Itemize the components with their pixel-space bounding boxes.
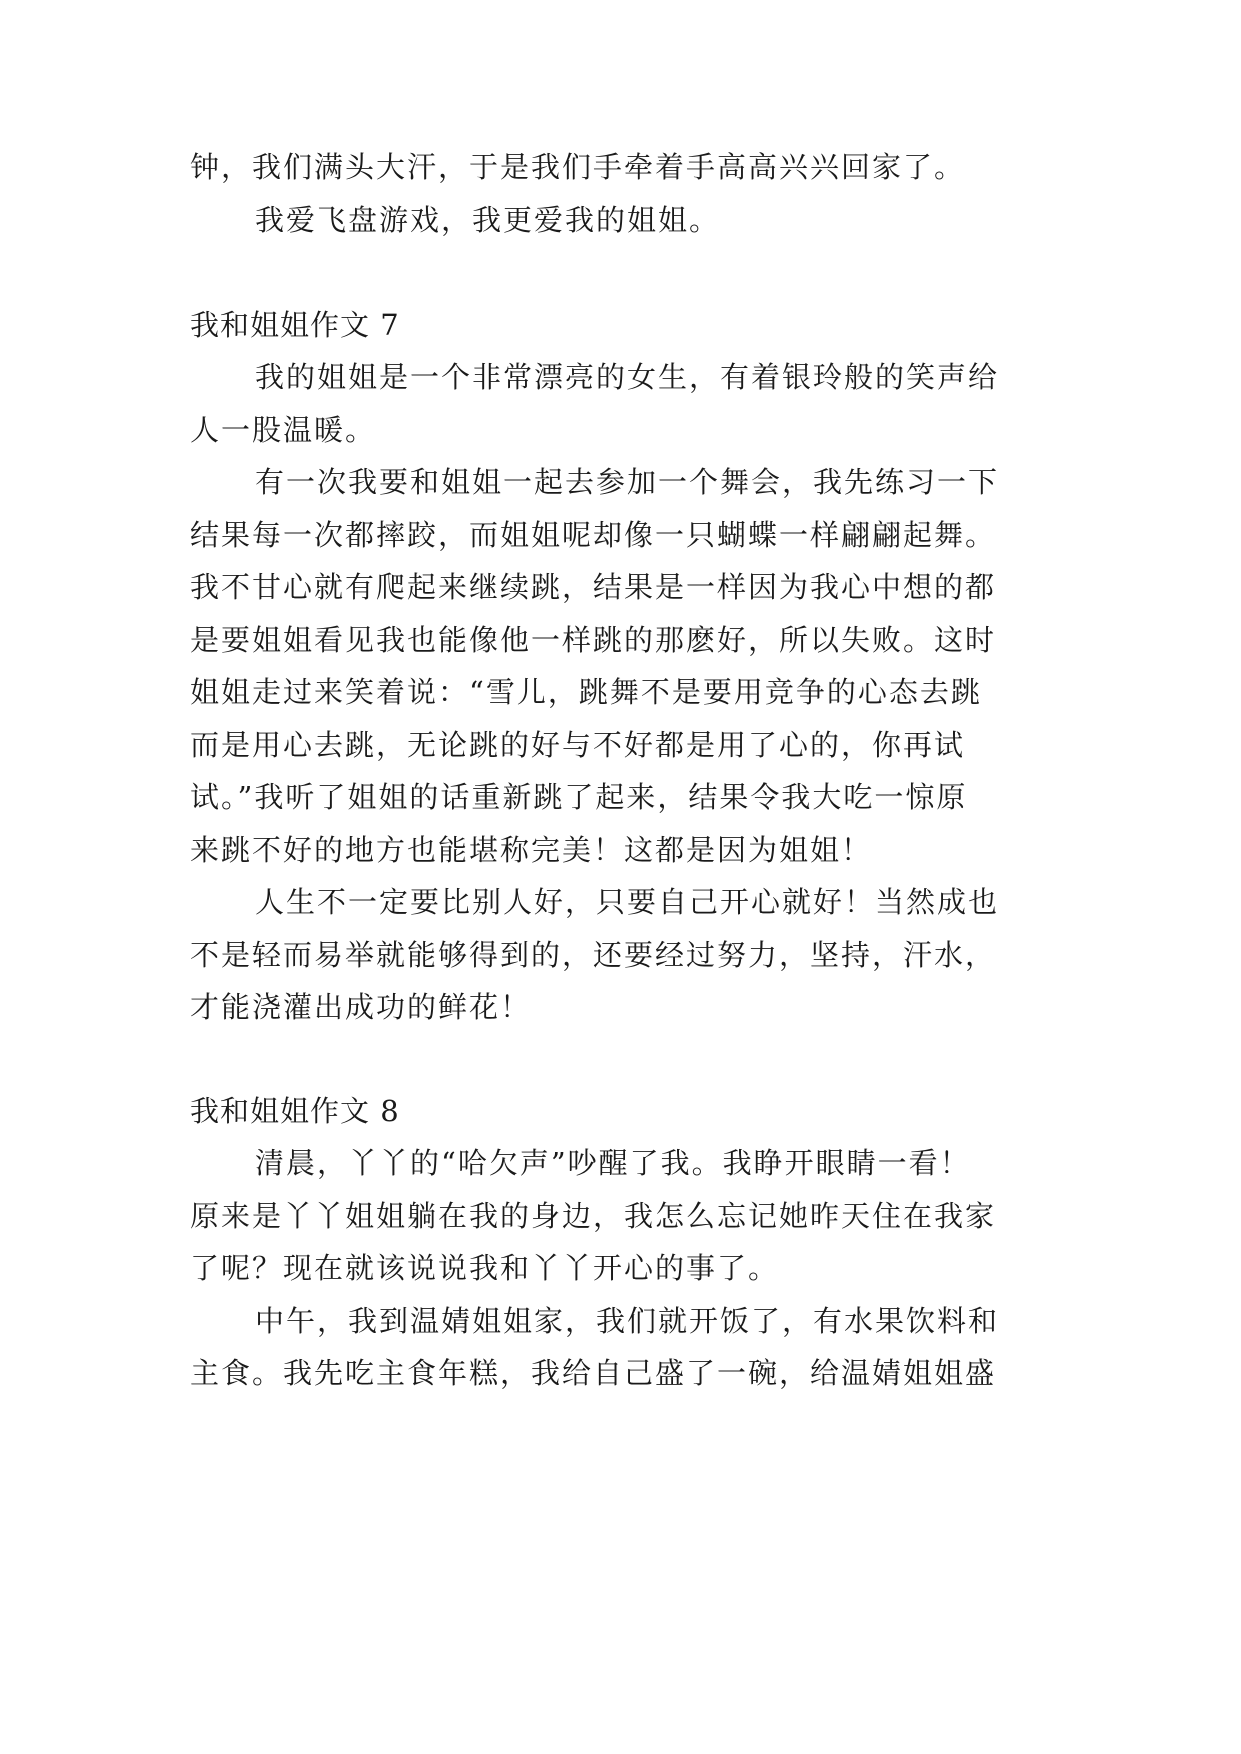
paragraph-line: 我不甘心就有爬起来继续跳，结果是一样因为我心中想的都 [190, 570, 997, 604]
paragraph-line: 了呢？现在就该说说我和丫丫开心的事了。 [190, 1251, 780, 1285]
paragraph-line: 来跳不好的地方也能堪称完美！这都是因为姐姐！ [190, 833, 873, 867]
paragraph-line: 而是用心去跳，无论跳的好与不好都是用了心的，你再试 [190, 728, 966, 762]
paragraph-line: 人一股温暖。 [190, 413, 377, 447]
paragraph-line: 主食。我先吃主食年糕，我给自己盛了一碗，给温婧姐姐盛 [190, 1356, 997, 1390]
paragraph-line: 不是轻而易举就能够得到的，还要经过努力，坚持，汗水， [190, 938, 997, 972]
paragraph-line: 有一次我要和姐姐一起去参加一个舞会，我先练习一下 [255, 465, 1000, 499]
section-heading: 我和姐姐作文 7 [190, 308, 400, 342]
paragraph-line: 我爱飞盘游戏，我更爱我的姐姐。 [255, 203, 721, 237]
paragraph-line: 才能浇灌出成功的鲜花！ [190, 990, 532, 1024]
paragraph-line: 清晨，丫丫的“哈欠声”吵醒了我。我睁开眼睛一看！ [255, 1146, 971, 1180]
paragraph-line: 钟，我们满头大汗，于是我们手牵着手高高兴兴回家了。 [190, 150, 966, 184]
paragraph-line: 姐姐走过来笑着说：“雪儿，跳舞不是要用竞争的心态去跳 [190, 675, 982, 709]
section-heading: 我和姐姐作文 8 [190, 1094, 400, 1128]
paragraph-line: 试。”我听了姐姐的话重新跳了起来，结果令我大吃一惊原 [190, 780, 968, 814]
paragraph-line: 人生不一定要比别人好，只要自己开心就好！当然成也 [255, 885, 1000, 919]
paragraph-line: 中午，我到温婧姐姐家，我们就开饭了，有水果饮料和 [255, 1304, 1000, 1338]
paragraph-line: 是要姐姐看见我也能像他一样跳的那麽好，所以失败。这时 [190, 623, 997, 657]
paragraph-line: 结果每一次都摔跤，而姐姐呢却像一只蝴蝶一样翩翩起舞。 [190, 518, 997, 552]
paragraph-line: 原来是丫丫姐姐躺在我的身边，我怎么忘记她昨天住在我家 [190, 1199, 997, 1233]
paragraph-line: 我的姐姐是一个非常漂亮的女生，有着银玲般的笑声给 [255, 360, 1000, 394]
